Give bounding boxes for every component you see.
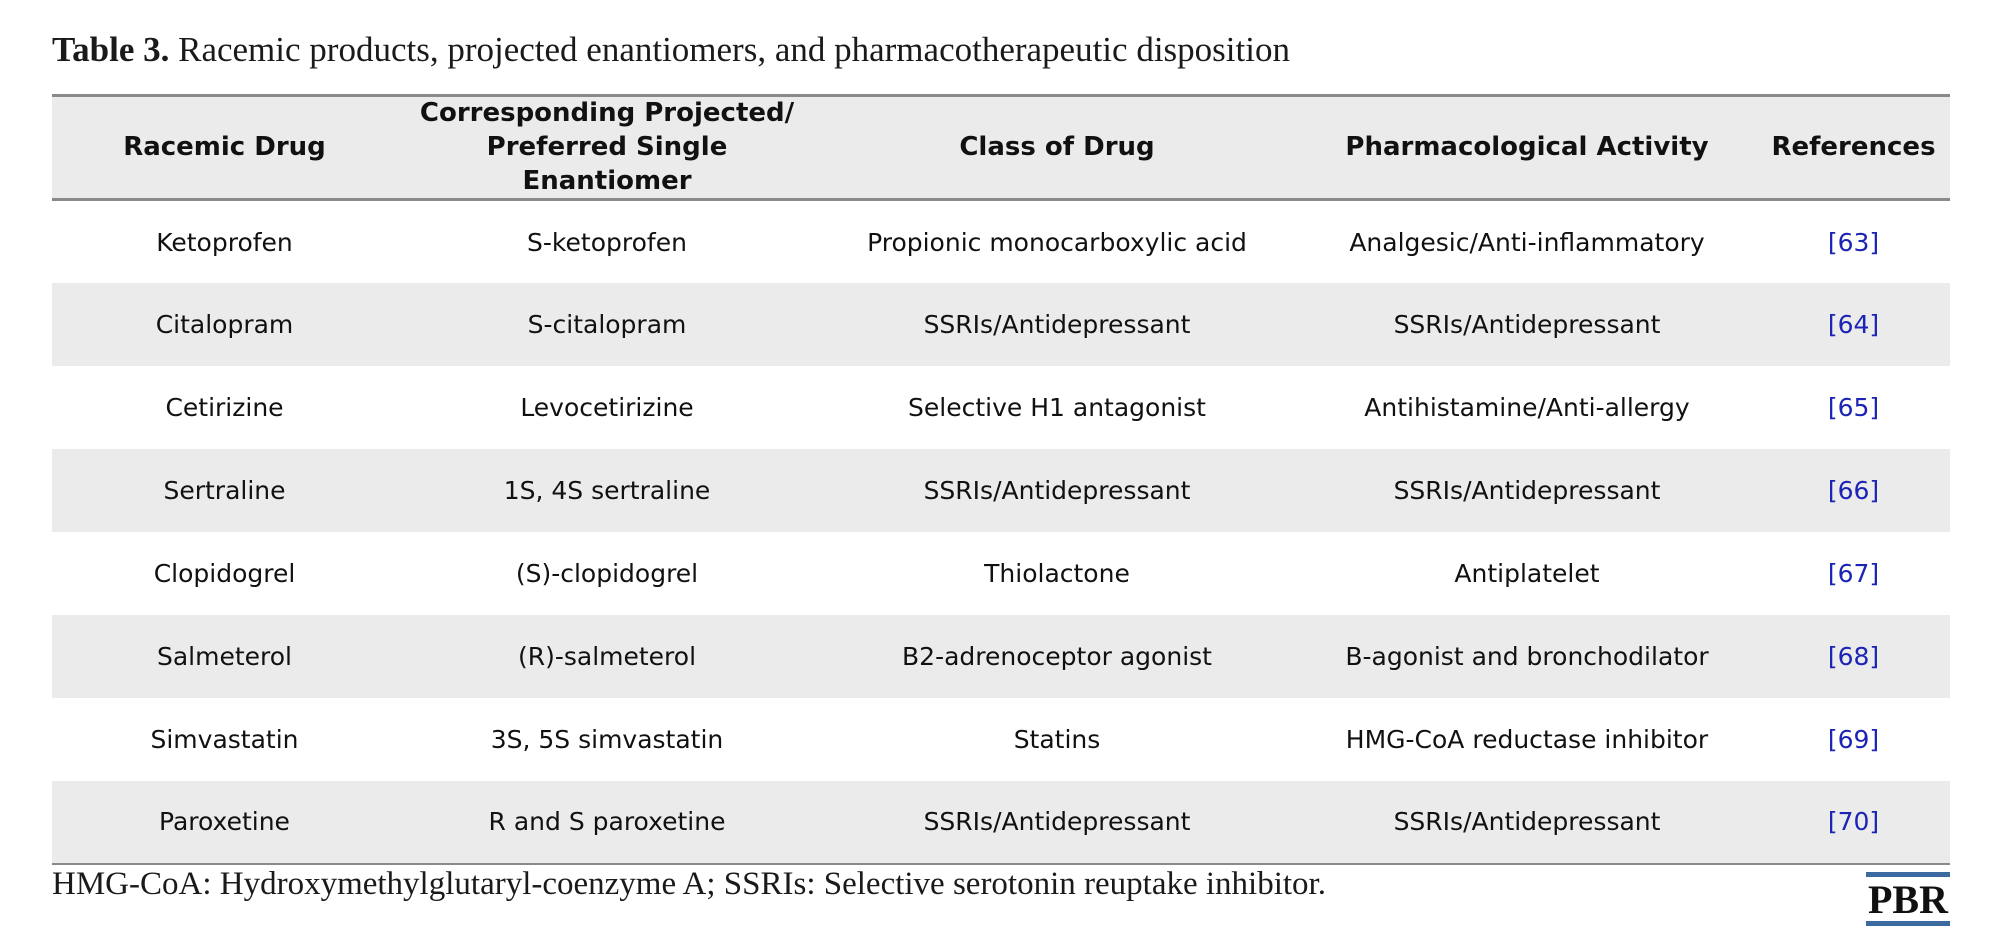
table-row: [52, 366, 1950, 449]
reference-link[interactable]: [69]: [1827, 724, 1880, 754]
table-row: [52, 781, 1950, 864]
cell-enantiomer: (R)-salmeterol: [517, 641, 697, 671]
cell-class-of-drug: SSRIs/Antidepressant: [923, 807, 1191, 837]
table-row: [52, 532, 1950, 615]
cell-enantiomer: S-citalopram: [527, 309, 687, 339]
cell-activity: B-agonist and bronchodilator: [1345, 641, 1709, 671]
reference-link[interactable]: [64]: [1827, 309, 1880, 339]
cell-class-of-drug: Selective H1 antagonist: [908, 392, 1206, 422]
cell-class-of-drug: Thiolactone: [984, 558, 1130, 588]
cell-activity: SSRIs/Antidepressant: [1393, 807, 1661, 837]
header-row: [52, 96, 1950, 200]
reference-link[interactable]: [67]: [1827, 558, 1880, 588]
cell-enantiomer: (S)-clopidogrel: [515, 558, 699, 588]
pbr-logo: [1866, 872, 1950, 926]
header-class-of-drug: Class of Drug: [959, 131, 1155, 162]
table-caption: [52, 30, 1290, 70]
cell-enantiomer: 1S, 4S sertraline: [503, 475, 711, 505]
cell-activity: SSRIs/Antidepressant: [1393, 309, 1661, 339]
header-racemic-drug: Racemic Drug: [123, 131, 326, 162]
caption-label: Table 3.: [52, 30, 170, 69]
cell-activity: Antihistamine/Anti-allergy: [1364, 392, 1690, 422]
cell-racemic-drug: Simvastatin: [150, 724, 299, 754]
cell-racemic-drug: Salmeterol: [156, 641, 293, 671]
cell-class-of-drug: Statins: [1013, 724, 1101, 754]
reference-link[interactable]: [70]: [1827, 807, 1880, 837]
table-row: [52, 449, 1950, 532]
reference-link[interactable]: [68]: [1827, 641, 1880, 671]
data-table-container: [52, 94, 1950, 865]
table-header: [52, 96, 1950, 200]
data-table: [52, 94, 1950, 865]
table-row: [52, 200, 1950, 283]
cell-activity: HMG-CoA reductase inhibitor: [1345, 724, 1709, 754]
header-enantiomer: [397, 96, 817, 200]
table-row: [52, 283, 1950, 366]
table-row: [52, 615, 1950, 698]
cell-class-of-drug: SSRIs/Antidepressant: [923, 309, 1191, 339]
cell-racemic-drug: Sertraline: [163, 475, 286, 505]
cell-racemic-drug: Cetirizine: [165, 392, 284, 422]
header-references: References: [1771, 131, 1936, 162]
table-footnote: HMG-CoA: Hydroxymethylglutaryl-coenzyme A; SSRIs: Selective serotonin reuptake inhibitor.: [52, 866, 1326, 902]
cell-racemic-drug: Ketoprofen: [156, 227, 293, 257]
cell-racemic-drug: Paroxetine: [159, 807, 290, 837]
cell-enantiomer: Levocetirizine: [520, 392, 694, 422]
header-activity: Pharmacological Activity: [1345, 131, 1709, 162]
cell-enantiomer: 3S, 5S simvastatin: [490, 724, 724, 754]
cell-enantiomer: S-ketoprofen: [527, 227, 687, 257]
pbr-logo-text: PBR: [1866, 877, 1950, 926]
header-enantiomer-line1: Corresponding Projected/: [419, 98, 795, 128]
cell-class-of-drug: SSRIs/Antidepressant: [923, 475, 1191, 505]
table-body: [52, 200, 1950, 864]
cell-racemic-drug: Citalopram: [155, 309, 294, 339]
cell-activity: Analgesic/Anti-inflammatory: [1349, 227, 1705, 257]
cell-activity: SSRIs/Antidepressant: [1393, 475, 1661, 505]
reference-link[interactable]: [63]: [1827, 227, 1880, 257]
cell-enantiomer: R and S paroxetine: [488, 807, 726, 837]
cell-racemic-drug: Clopidogrel: [153, 558, 296, 588]
caption-text: Racemic products, projected enantiomers, and pharmacotherapeutic disposition: [178, 30, 1290, 69]
cell-activity: Antiplatelet: [1454, 558, 1600, 588]
reference-link[interactable]: [66]: [1827, 475, 1880, 505]
cell-class-of-drug: Propionic monocarboxylic acid: [867, 227, 1247, 257]
cell-class-of-drug: B2-adrenoceptor agonist: [902, 641, 1212, 671]
header-enantiomer-line2: Preferred Single Enantiomer: [486, 131, 728, 196]
table-row: [52, 698, 1950, 781]
reference-link[interactable]: [65]: [1827, 392, 1880, 422]
